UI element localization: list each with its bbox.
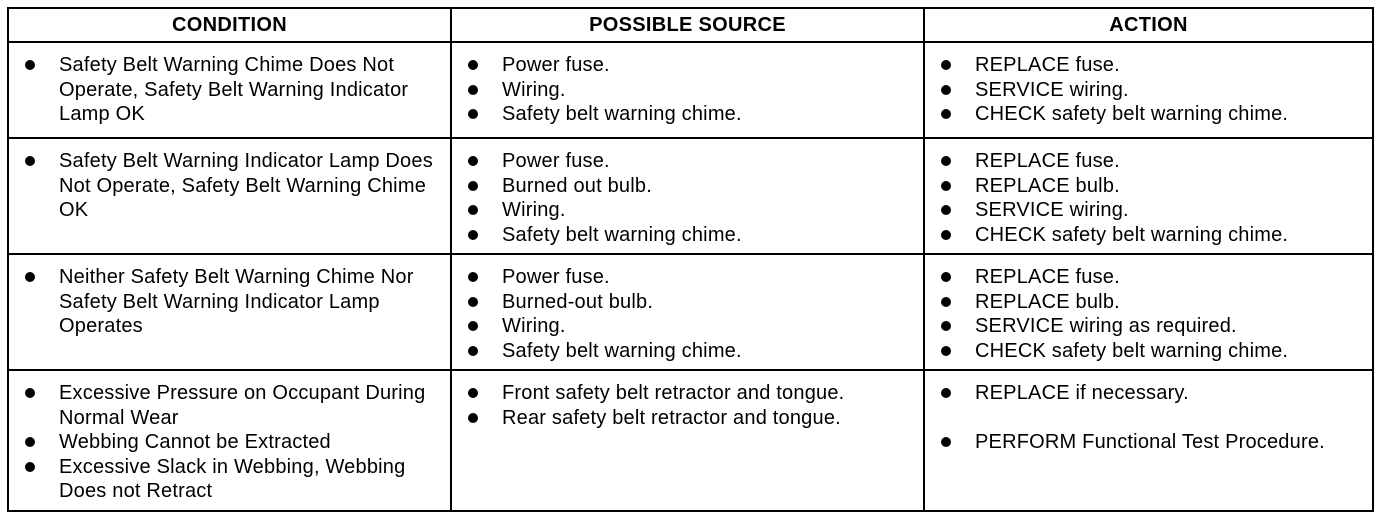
condition-cell [8, 370, 451, 511]
source-item: Wiring. [462, 314, 915, 339]
condition-list [19, 265, 442, 339]
source-list [462, 265, 915, 363]
header-condition: CONDITION [8, 8, 451, 42]
diagnosis-table [7, 7, 1374, 512]
condition-item: Excessive Slack in Webbing, Webbing Does not Retract [19, 455, 442, 504]
condition-list [19, 53, 442, 127]
source-item: Burned-out bulb. [462, 290, 915, 315]
action-item: REPLACE fuse. [935, 149, 1364, 174]
action-cell [924, 254, 1373, 370]
source-item: Burned out bulb. [462, 174, 915, 199]
action-item: SERVICE wiring as required. [935, 314, 1364, 339]
source-list [462, 381, 915, 430]
table-row [8, 370, 1373, 511]
condition-list [19, 149, 442, 223]
action-item: REPLACE fuse. [935, 53, 1364, 78]
action-cell [924, 370, 1373, 511]
source-item: Wiring. [462, 78, 915, 103]
action-list [935, 265, 1364, 363]
source-item: Safety belt warning chime. [462, 102, 915, 127]
source-cell [451, 138, 924, 254]
condition-cell [8, 254, 451, 370]
diagnosis-table-container [7, 7, 1374, 512]
source-item: Power fuse. [462, 265, 915, 290]
action-item: CHECK safety belt warning chime. [935, 223, 1364, 248]
source-cell [451, 370, 924, 511]
table-row [8, 254, 1373, 370]
action-cell [924, 138, 1373, 254]
action-item: CHECK safety belt warning chime. [935, 102, 1364, 127]
action-item: SERVICE wiring. [935, 198, 1364, 223]
source-item: Safety belt warning chime. [462, 339, 915, 364]
action-item: PERFORM Functional Test Procedure. [935, 430, 1364, 455]
source-item: Power fuse. [462, 53, 915, 78]
header-row [8, 8, 1373, 42]
action-list [935, 53, 1364, 127]
action-list [935, 381, 1364, 454]
action-item: REPLACE if necessary. [935, 381, 1364, 406]
condition-item: Neither Safety Belt Warning Chime Nor Safety Belt Warning Indicator Lamp Operates [19, 265, 442, 339]
condition-cell [8, 42, 451, 138]
source-item: Safety belt warning chime. [462, 223, 915, 248]
action-item: REPLACE bulb. [935, 174, 1364, 199]
source-cell [451, 254, 924, 370]
action-item: CHECK safety belt warning chime. [935, 339, 1364, 364]
table-row [8, 42, 1373, 138]
action-item: REPLACE bulb. [935, 290, 1364, 315]
condition-item: Safety Belt Warning Chime Does Not Operate, Safety Belt Warning Indicator Lamp OK [19, 53, 442, 127]
source-list [462, 53, 915, 127]
action-item: REPLACE fuse. [935, 265, 1364, 290]
condition-cell [8, 138, 451, 254]
header-possible-source: POSSIBLE SOURCE [451, 8, 924, 42]
source-list [462, 149, 915, 247]
source-cell [451, 42, 924, 138]
condition-item: Safety Belt Warning Indicator Lamp Does Not Operate, Safety Belt Warning Chime OK [19, 149, 442, 223]
action-list [935, 149, 1364, 247]
table-row [8, 138, 1373, 254]
source-item: Front safety belt retractor and tongue. [462, 381, 915, 406]
condition-list [19, 381, 442, 504]
condition-item: Excessive Pressure on Occupant During Normal Wear [19, 381, 442, 430]
action-item: SERVICE wiring. [935, 78, 1364, 103]
source-item: Rear safety belt retractor and tongue. [462, 406, 915, 431]
header-action: ACTION [924, 8, 1373, 42]
source-item: Power fuse. [462, 149, 915, 174]
source-item: Wiring. [462, 198, 915, 223]
action-cell [924, 42, 1373, 138]
condition-item: Webbing Cannot be Extracted [19, 430, 442, 455]
